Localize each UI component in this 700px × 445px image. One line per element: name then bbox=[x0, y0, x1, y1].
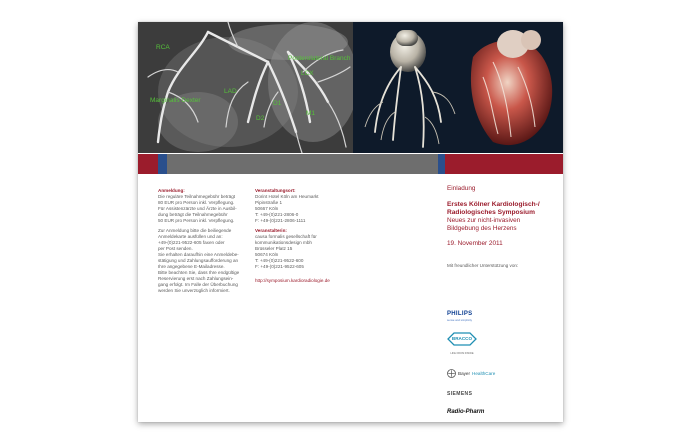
philips-wordmark: PHILIPS bbox=[447, 311, 473, 317]
heart-3d-drawing bbox=[353, 22, 563, 153]
symposium-subtitle bbox=[447, 217, 559, 233]
invitation-title-block bbox=[447, 185, 559, 268]
ct-label-lad: LAD bbox=[224, 88, 237, 95]
organizer-line: kommunikationsdesign mbh bbox=[255, 240, 312, 246]
divider-band-red-right bbox=[445, 154, 563, 174]
siemens-logo: SIEMENS bbox=[447, 391, 473, 397]
registration-line: gang erfolgt. Im Falle der Überbuchung bbox=[158, 281, 238, 287]
invitation-flyer bbox=[138, 22, 563, 422]
philips-tagline: sense and simplicity bbox=[447, 318, 473, 322]
bayer-logo bbox=[447, 369, 495, 378]
registration-line: Anmeldekarte ausfüllen und an: bbox=[158, 234, 223, 240]
organizer-line: T: +49-(0)221-9522-600 bbox=[255, 257, 304, 263]
symposium-title bbox=[447, 201, 559, 217]
registration-line: per Post senden. bbox=[158, 246, 193, 252]
fee-line: 50 EUR pro Person inkl. Verpflegung. bbox=[158, 217, 235, 223]
bracco-tagline: LIFE FROM INSIDE bbox=[450, 352, 474, 355]
ct-label-d1: D1 bbox=[273, 100, 282, 107]
venue-line: Pipinstraße 1 bbox=[255, 199, 283, 205]
venue-column bbox=[255, 188, 350, 289]
venue-line: Dorint Hotel Köln am Heumarkt bbox=[255, 193, 319, 199]
registration-line: werden Sie unverzüglich informiert. bbox=[158, 287, 230, 293]
ct-vessel-drawing bbox=[138, 22, 353, 153]
organizer-line: F: +49-(0)221-9522-605 bbox=[255, 263, 304, 269]
heart-3d-image bbox=[353, 22, 563, 153]
fee-line: Für Assistenzärzte und Ärzte in Ausbil- bbox=[158, 205, 237, 211]
subtitle-line: Bildgebung des Herzens bbox=[447, 225, 517, 232]
divider-band-red-left bbox=[138, 154, 158, 174]
philips-logo bbox=[447, 311, 472, 322]
title-line: Erstes Kölner Kardiologisch-/ bbox=[447, 201, 540, 208]
registration-column bbox=[158, 188, 246, 298]
venue-line: T: +49-(0)221-2806-0 bbox=[255, 211, 299, 217]
divider-band-blue-right bbox=[438, 154, 445, 174]
registration-line: +49-(0)221-9522-605 faxen oder bbox=[158, 240, 225, 246]
venue-line: 50667 Köln bbox=[255, 205, 279, 211]
ct-angiography-image bbox=[138, 22, 353, 153]
bracco-wordmark: BRACCO bbox=[451, 336, 473, 341]
divider-band-blue-left bbox=[158, 154, 167, 174]
ct-label-rca: RCA bbox=[156, 44, 170, 51]
support-text: Mit freundlicher Unterstützung von: bbox=[447, 263, 519, 268]
invitation-label: Einladung bbox=[447, 185, 476, 192]
venue-heading: Veranstaltungsort: bbox=[255, 188, 296, 193]
registration-line: Bitte beachten Sie, dass Ihre endgültige bbox=[158, 269, 240, 275]
bayer-cross-icon bbox=[447, 369, 456, 378]
ct-label-lcx: LCX bbox=[301, 70, 314, 77]
registration-heading: Anmeldung: bbox=[158, 188, 185, 193]
bayer-wordmark: Bayer bbox=[458, 371, 471, 376]
registration-line: stätigung und Zahlungsaufforderung an bbox=[158, 257, 239, 263]
bayer-healthcare-wordmark: HealthCare bbox=[472, 371, 496, 376]
ct-label-d2: D2 bbox=[256, 115, 265, 122]
registration-line: Ihre angegebene E-Mailadresse. bbox=[158, 263, 225, 269]
organizer-line: 50674 Köln bbox=[255, 252, 279, 258]
ct-label-marginalis: Marginalis Dexter bbox=[150, 97, 201, 104]
fee-line: Die reguläre Teilnahmegebühr beträgt bbox=[158, 193, 236, 199]
fee-line: dung beträgt die Teilnahmegebühr bbox=[158, 211, 228, 217]
organizer-line: causa formalis gesellschaft für bbox=[255, 234, 317, 240]
ct-label-posterolateral: Posterolateral Branch bbox=[288, 55, 351, 62]
registration-line: Reservierung erst nach Zahlungsein- bbox=[158, 275, 234, 281]
divider-band-gray bbox=[162, 154, 465, 174]
event-date: 19. November 2011 bbox=[447, 240, 503, 247]
radiopharm-logo: Radio-Pharm bbox=[447, 409, 485, 415]
title-line: Radiologisches Symposium bbox=[447, 209, 535, 216]
subtitle-line: Neues zur nicht-invasiven bbox=[447, 217, 521, 224]
venue-line: F: +49-(0)221-2806-1111 bbox=[255, 217, 306, 223]
registration-line: Zur Anmeldung bitte die beiliegende bbox=[158, 228, 232, 234]
registration-line: Sie erhalten daraufhin eine Anmeldebe- bbox=[158, 252, 239, 258]
ct-label-m1: M1 bbox=[306, 110, 316, 117]
organizer-heading: Veranstalterin: bbox=[255, 228, 287, 234]
organizer-line: Brüsseler Platz 15 bbox=[255, 246, 293, 252]
symposium-link[interactable]: http://symposium.kardioradiologie.de bbox=[255, 277, 330, 283]
fee-line: 80 EUR pro Person inkl. Verpflegung. bbox=[158, 199, 235, 205]
bracco-logo bbox=[447, 332, 477, 355]
